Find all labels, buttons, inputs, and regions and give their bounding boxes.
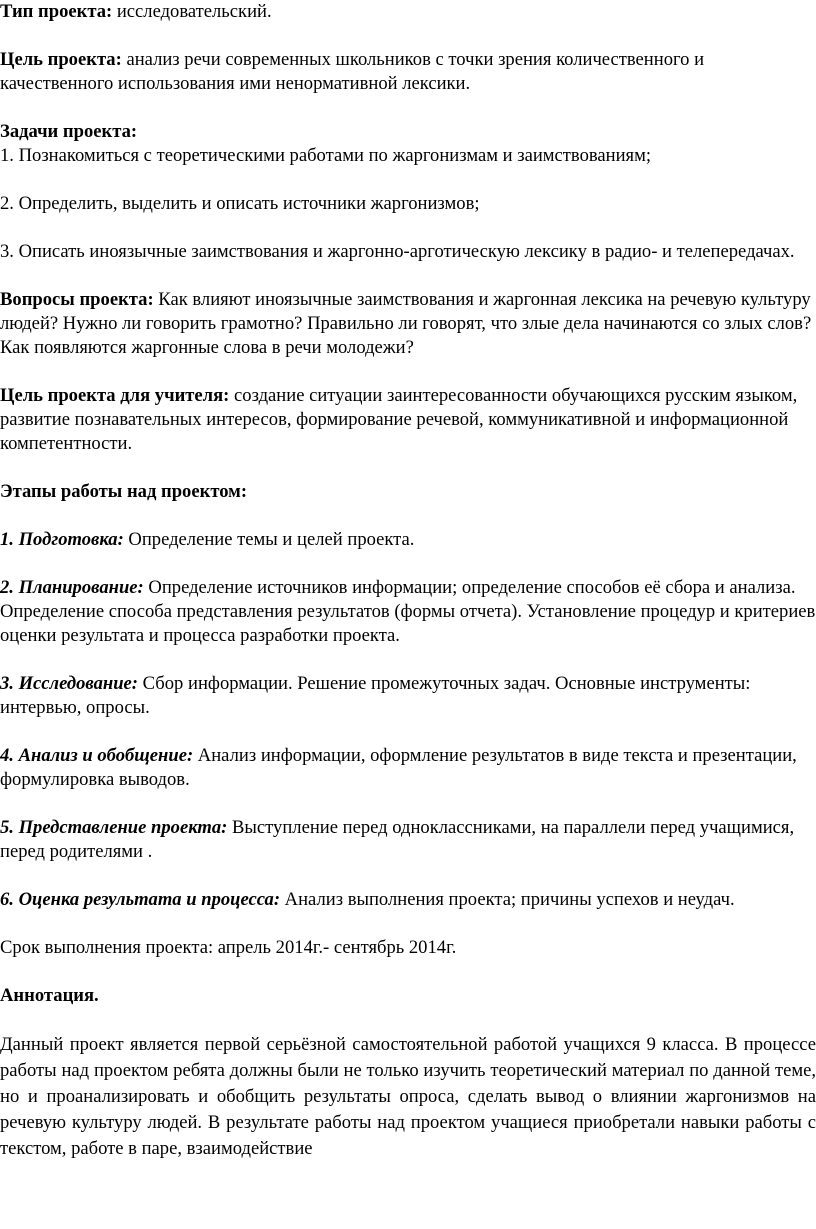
tasks-heading xyxy=(0,120,816,144)
annotation-heading xyxy=(0,984,816,1008)
teacher-goal-label: Цель проекта для учителя: xyxy=(0,385,230,406)
stage-item xyxy=(0,816,816,864)
stage-item xyxy=(0,744,816,792)
annotation-text: Данный проект является первой серьёзной самостоятельной работой учащихся 9 класса. В процессе работы над проектом ребята должны были не только изучить теоретический материал по данной теме, но и проанализировать и обобщить результаты опроса, сделать вывод о влиянии жаргонизмов на речевую культуру людей. В результате работы над проектом учащиеся приобретали навыки работы с текстом, работе в паре, взаимодействие xyxy=(0,1034,816,1159)
annotation-heading-text: Аннотация. xyxy=(0,985,99,1006)
task-item: 2. Определить, выделить и описать источники жаргонизмов; xyxy=(0,193,480,214)
task-item: 3. Описать иноязычные заимствования и жаргонно-арготическую лексику в радио- и телепередачах. xyxy=(0,241,795,262)
stage-label: 5. Представление проекта: xyxy=(0,817,228,838)
stage-value: Анализ информации, оформление результатов в виде текста и презентации, формулировка выводов. xyxy=(0,745,797,790)
teacher-goal xyxy=(0,384,816,456)
project-questions xyxy=(0,288,816,360)
questions-value: Как влияют иноязычные заимствования и жаргонная лексика на речевую культуру людей? Нужно ли говорить грамотно? Правильно ли говорят, что злые дела начинаются со злых слов? Как появляются жаргонные слова в речи молодежи? xyxy=(0,289,812,358)
stage-label: 6. Оценка результата и процесса: xyxy=(0,889,281,910)
project-type-value: исследовательский. xyxy=(112,1,272,22)
stage-label: 3. Исследование: xyxy=(0,673,139,694)
teacher-goal-value: создание ситуации заинтересованности обучающихся русским языком, развитие познавательных интересов, формирование речевой, коммуникативной и информационной компетентности. xyxy=(0,385,798,454)
project-type-label: Тип проекта: xyxy=(0,1,113,22)
project-goal-label: Цель проекта: xyxy=(0,49,122,70)
stage-label: 2. Планирование: xyxy=(0,577,144,598)
project-type xyxy=(0,0,816,24)
stage-label: 4. Анализ и обобщение: xyxy=(0,745,194,766)
stage-item xyxy=(0,528,816,552)
stages-heading-text: Этапы работы над проектом: xyxy=(0,481,248,502)
stage-item xyxy=(0,672,816,720)
tasks-heading-text: Задачи проекта: xyxy=(0,121,138,142)
task-item: 1. Познакомиться с теоретическими работами по жаргонизмам и заимствованиям; xyxy=(0,145,652,166)
stage-value: Анализ выполнения проекта; причины успехов и неудач. xyxy=(280,889,735,910)
stage-value: Определение источников информации; определение способов её сбора и анализа. Определение способа представления результатов (формы отчета). Установление процедур и критериев оценки результата и процесса разработки проекта. xyxy=(0,577,816,646)
stage-value: Определение темы и целей проекта. xyxy=(123,529,415,550)
project-deadline: Срок выполнения проекта: апрель 2014г.- сентябрь 2014г. xyxy=(0,937,457,958)
stage-item xyxy=(0,888,816,912)
stage-value: Сбор информации. Решение промежуточных задач. Основные инструменты: интервью, опросы. xyxy=(0,673,751,718)
project-goal-value: анализ речи современных школьников с точки зрения количественного и качественного использования ими ненормативной лексики. xyxy=(0,49,705,94)
stage-item xyxy=(0,576,816,648)
stage-value: Выступление перед одноклассниками, на параллели перед учащимися, перед родителями . xyxy=(0,817,795,862)
project-goal xyxy=(0,48,816,96)
questions-label: Вопросы проекта: xyxy=(0,289,154,310)
stage-label: 1. Подготовка: xyxy=(0,529,124,550)
stages-heading xyxy=(0,480,816,504)
